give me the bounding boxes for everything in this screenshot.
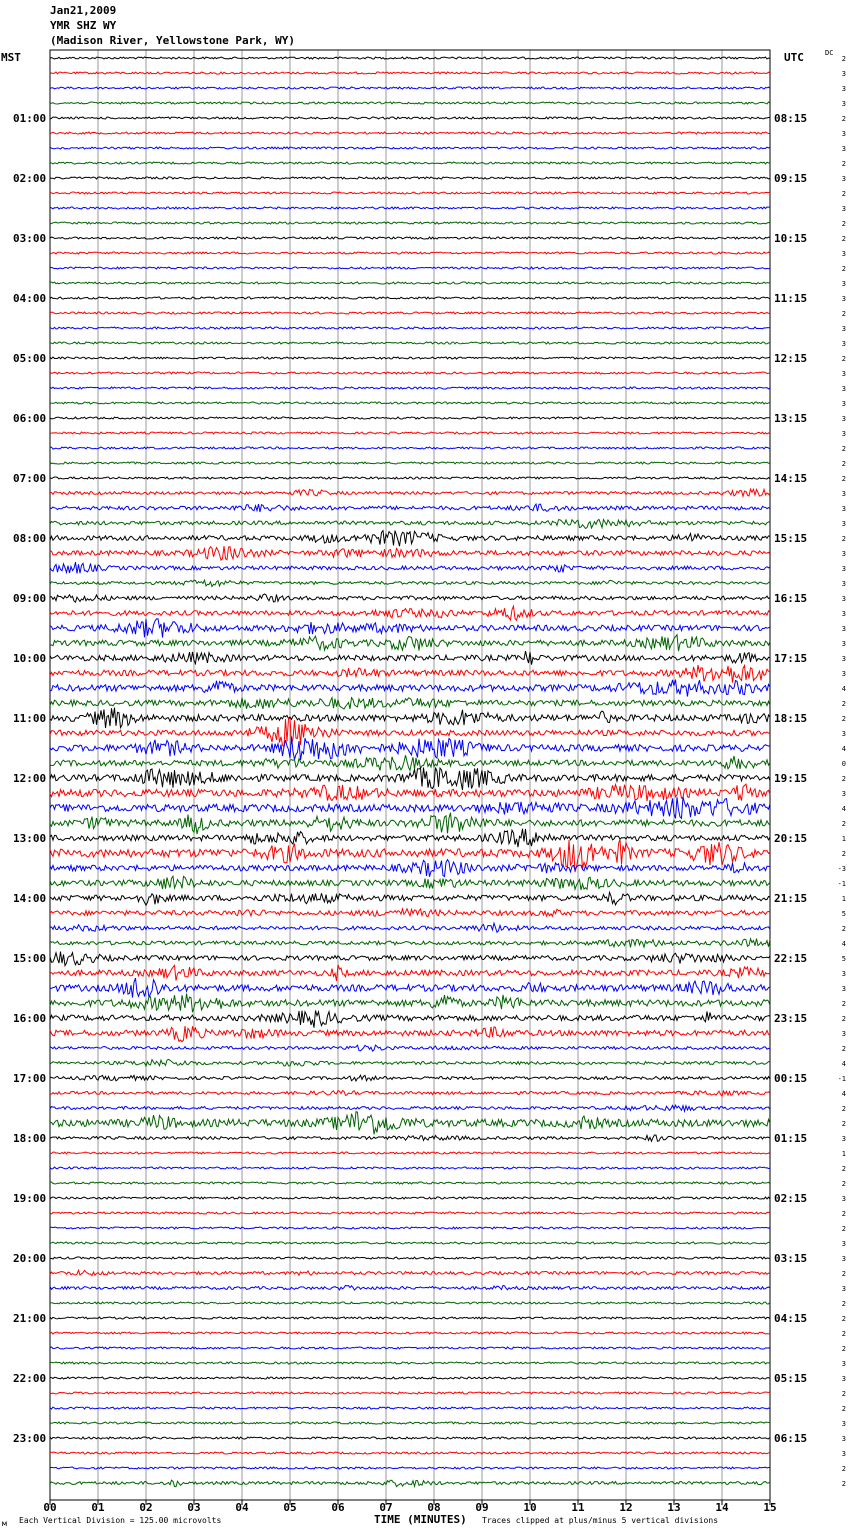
dc-offset-value: 2	[841, 820, 846, 828]
dc-offset-value: 2	[841, 220, 846, 228]
seismic-trace	[50, 72, 770, 74]
seismic-trace	[50, 719, 770, 748]
seismic-trace	[50, 1467, 770, 1469]
dc-offset-value: 2	[841, 535, 846, 543]
dc-offset-value: 2	[841, 1000, 846, 1008]
seismic-trace	[50, 252, 770, 254]
x-axis-title: TIME (MINUTES)	[374, 1513, 467, 1526]
seismic-trace	[50, 417, 770, 419]
seismic-trace	[50, 1257, 770, 1259]
dc-offset-value: 2	[841, 1300, 846, 1308]
dc-offset-value: 2	[841, 160, 846, 168]
seismic-trace	[50, 1135, 770, 1141]
right-hour-label: 06:15	[774, 1432, 808, 1445]
seismic-trace	[50, 432, 770, 434]
dc-offset-value: 3	[841, 100, 846, 108]
dc-offset-value: 3	[841, 1375, 846, 1383]
right-hour-label: 15:15	[774, 532, 808, 545]
x-tick-label: 11	[571, 1501, 585, 1514]
left-timezone-label: MST	[1, 51, 21, 64]
dc-offset-value: 2	[841, 475, 846, 483]
left-hour-label: 19:00	[13, 1192, 47, 1205]
x-tick-label: 12	[619, 1501, 633, 1514]
dc-offset-value: 3	[841, 1285, 846, 1293]
seismic-trace	[50, 1332, 770, 1334]
seismic-trace	[50, 1392, 770, 1394]
dc-offset-value: 4	[841, 1060, 846, 1068]
left-hour-label: 12:00	[13, 772, 47, 785]
x-tick-label: 14	[715, 1501, 729, 1514]
dc-offset-value: 2	[841, 1405, 846, 1413]
dc-offset-value: 3	[841, 175, 846, 183]
seismic-trace	[50, 1091, 770, 1097]
seismic-trace	[50, 994, 770, 1013]
seismic-trace	[50, 447, 770, 449]
x-tick-label: 03	[187, 1501, 201, 1514]
seismic-trace	[50, 147, 770, 149]
x-tick-label: 00	[43, 1501, 57, 1514]
x-tick-label: 13	[667, 1501, 681, 1514]
seismic-trace	[50, 829, 770, 847]
left-hour-label: 08:00	[13, 532, 47, 545]
seismic-trace	[50, 1347, 770, 1349]
dc-offset-value: 3	[841, 85, 846, 93]
dc-offset-value: 3	[841, 1450, 846, 1458]
seismic-trace	[50, 1242, 770, 1244]
dc-offset-value: 3	[841, 325, 846, 333]
right-hour-label: 22:15	[774, 952, 808, 965]
seismic-trace	[50, 519, 770, 528]
right-hour-label: 13:15	[774, 412, 808, 425]
seismic-trace	[50, 192, 770, 194]
dc-offset-value: 3	[841, 970, 846, 978]
dc-offset-value: 2	[841, 355, 846, 363]
seismic-trace	[50, 939, 770, 948]
left-hour-label: 03:00	[13, 232, 47, 245]
dc-offset-value: 2	[841, 190, 846, 198]
scale-mark: м	[2, 1519, 7, 1528]
seismic-trace	[50, 892, 770, 905]
dc-offset-value: 3	[841, 655, 846, 663]
seismic-trace	[50, 1285, 770, 1290]
seismic-trace	[50, 237, 770, 239]
dc-offset-value: 3	[841, 1030, 846, 1038]
seismic-trace	[50, 1480, 770, 1487]
right-hour-label: 04:15	[774, 1312, 808, 1325]
dc-offset-value: 3	[841, 370, 846, 378]
dc-offset-value: 2	[841, 310, 846, 318]
seismic-trace	[50, 1377, 770, 1379]
dc-offset-value: 2	[841, 460, 846, 468]
dc-offset-value: 2	[841, 1105, 846, 1113]
record-date: Jan21,2009	[50, 4, 117, 17]
left-hour-label: 21:00	[13, 1312, 47, 1325]
dc-offset-value: 3	[841, 130, 846, 138]
left-hour-label: 11:00	[13, 712, 47, 725]
seismic-trace	[50, 87, 770, 89]
dc-offset-value: 1	[841, 1150, 846, 1158]
seismic-trace	[50, 462, 770, 464]
seismic-trace	[50, 312, 770, 314]
dc-offset-value: 3	[841, 550, 846, 558]
dc-offset-value: 2	[841, 265, 846, 273]
dc-offset-value: 2	[841, 1330, 846, 1338]
seismic-trace	[50, 665, 770, 683]
dc-offset-value: 2	[841, 1120, 846, 1128]
right-hour-label: 10:15	[774, 232, 808, 245]
seismic-trace	[50, 207, 770, 209]
seismic-trace	[50, 267, 770, 269]
seismic-trace	[50, 372, 770, 374]
left-hour-label: 01:00	[13, 112, 47, 125]
seismic-trace	[50, 117, 770, 119]
left-hour-label: 10:00	[13, 652, 47, 665]
seismic-trace	[50, 387, 770, 389]
left-hour-label: 23:00	[13, 1432, 47, 1445]
seismic-trace	[50, 282, 770, 284]
dc-offset-value: 3	[841, 640, 846, 648]
seismic-trace	[50, 737, 770, 761]
dc-offset-value: 3	[841, 565, 846, 573]
dc-offset-value: 2	[841, 850, 846, 858]
x-tick-label: 05	[283, 1501, 297, 1514]
seismic-trace	[50, 57, 770, 59]
dc-offset-value: 3	[841, 70, 846, 78]
left-hour-label: 13:00	[13, 832, 47, 845]
seismic-trace	[50, 965, 770, 981]
left-hour-label: 22:00	[13, 1372, 47, 1385]
dc-offset-value: 4	[841, 1090, 846, 1098]
dc-offset-value: 3	[841, 145, 846, 153]
x-tick-label: 08	[427, 1501, 441, 1514]
dc-offset-value: 3	[841, 595, 846, 603]
seismic-trace	[50, 1270, 770, 1275]
seismic-trace	[50, 651, 770, 665]
dc-offset-value: 2	[841, 1315, 846, 1323]
seismic-trace	[50, 708, 770, 728]
dc-offset-value: 3	[841, 385, 846, 393]
seismic-trace	[50, 1407, 770, 1409]
seismic-trace	[50, 1362, 770, 1364]
dc-offset-value: 5	[841, 955, 846, 963]
dc-offset-value: 3	[841, 430, 846, 438]
dc-offset-value: 2	[841, 235, 846, 243]
right-hour-label: 03:15	[774, 1252, 808, 1265]
seismic-trace	[50, 222, 770, 224]
seismic-trace	[50, 698, 770, 709]
dc-offset-value: -1	[837, 1075, 846, 1083]
dc-offset-value: -1	[837, 880, 846, 888]
right-hour-label: 05:15	[774, 1372, 808, 1385]
seismic-trace	[50, 1011, 770, 1028]
right-hour-label: 09:15	[774, 172, 808, 185]
seismic-trace	[50, 1422, 770, 1424]
dc-offset-value: 2	[841, 700, 846, 708]
dc-offset-value: 5	[841, 910, 846, 918]
seismic-trace	[50, 909, 770, 917]
dc-offset-value: 2	[841, 1165, 846, 1173]
dc-offset-value: 3	[841, 670, 846, 678]
right-timezone-label: UTC	[784, 51, 804, 64]
seismic-trace	[50, 1167, 770, 1169]
seismic-trace	[50, 755, 770, 770]
dc-offset-value: 3	[841, 625, 846, 633]
seismic-trace	[50, 813, 770, 834]
dc-offset-value: 3	[841, 1195, 846, 1203]
seismic-trace	[50, 531, 770, 547]
left-hour-label: 16:00	[13, 1012, 47, 1025]
x-tick-label: 04	[235, 1501, 249, 1514]
dc-offset-value: 3	[841, 1435, 846, 1443]
right-hour-label: 11:15	[774, 292, 808, 305]
dc-offset-value: 2	[841, 1015, 846, 1023]
left-hour-label: 17:00	[13, 1072, 47, 1085]
seismic-trace	[50, 784, 770, 801]
right-hour-label: 18:15	[774, 712, 808, 725]
seismic-trace	[50, 580, 770, 586]
dc-offset-value: 3	[841, 985, 846, 993]
dc-offset-value: 2	[841, 1045, 846, 1053]
dc-offset-value: 4	[841, 940, 846, 948]
dc-offset-value: 3	[841, 790, 846, 798]
seismic-trace	[50, 923, 770, 932]
dc-offset-value: 3	[841, 205, 846, 213]
dc-offset-header: DC	[825, 49, 834, 57]
x-tick-label: 06	[331, 1501, 345, 1514]
dc-offset-value: 1	[841, 835, 846, 843]
left-hour-label: 20:00	[13, 1252, 47, 1265]
right-hour-label: 12:15	[774, 352, 808, 365]
seismic-trace	[50, 1437, 770, 1439]
seismic-trace	[50, 297, 770, 299]
dc-offset-value: 3	[841, 1420, 846, 1428]
right-hour-label: 16:15	[774, 592, 808, 605]
right-hour-label: 17:15	[774, 652, 808, 665]
dc-offset-value: 2	[841, 1390, 846, 1398]
seismic-trace	[50, 357, 770, 359]
dc-offset-value: 2	[841, 55, 846, 63]
station-location: (Madison River, Yellowstone Park, WY)	[50, 34, 296, 47]
right-hour-label: 08:15	[774, 112, 808, 125]
seismic-trace	[50, 1112, 770, 1135]
seismic-trace	[50, 1197, 770, 1199]
x-tick-label: 09	[475, 1501, 489, 1514]
seismic-trace	[50, 876, 770, 890]
x-tick-label: 02	[139, 1501, 153, 1514]
dc-offset-value: 2	[841, 715, 846, 723]
dc-offset-value: 3	[841, 340, 846, 348]
right-hour-label: 21:15	[774, 892, 808, 905]
x-tick-label: 01	[91, 1501, 105, 1514]
left-hour-label: 09:00	[13, 592, 47, 605]
x-tick-label: 15	[763, 1501, 777, 1514]
dc-offset-value: 4	[841, 805, 846, 813]
x-tick-label: 10	[523, 1501, 537, 1514]
seismic-trace	[50, 489, 770, 496]
seismic-trace	[50, 102, 770, 104]
dc-offset-value: 2	[841, 115, 846, 123]
dc-offset-value: 3	[841, 1135, 846, 1143]
seismic-trace	[50, 402, 770, 404]
vertical-scale-note: Each Vertical Division = 125.00 microvolts	[19, 1516, 222, 1525]
dc-offset-value: 2	[841, 1210, 846, 1218]
dc-offset-value: 3	[841, 505, 846, 513]
seismic-trace	[50, 477, 770, 479]
dc-offset-value: 4	[841, 685, 846, 693]
left-hour-label: 06:00	[13, 412, 47, 425]
dc-offset-value: 3	[841, 415, 846, 423]
seismic-trace	[50, 327, 770, 329]
seismic-trace	[50, 1026, 770, 1042]
seismic-trace	[50, 162, 770, 164]
dc-offset-value: 2	[841, 1345, 846, 1353]
seismic-trace	[50, 546, 770, 560]
seismic-trace	[50, 132, 770, 134]
seismic-trace	[50, 1105, 770, 1111]
dc-offset-value: 3	[841, 250, 846, 258]
dc-offset-value: 3	[841, 400, 846, 408]
left-hour-label: 02:00	[13, 172, 47, 185]
dc-offset-value: 0	[841, 760, 846, 768]
seismic-trace	[50, 797, 770, 819]
seismic-trace	[50, 860, 770, 877]
seismic-trace	[50, 619, 770, 638]
dc-offset-value: 2	[841, 1465, 846, 1473]
seismic-trace	[50, 342, 770, 344]
seismic-trace	[50, 1302, 770, 1304]
dc-offset-value: 2	[841, 775, 846, 783]
dc-offset-value: 2	[841, 1480, 846, 1488]
seismic-trace	[50, 1075, 770, 1081]
dc-offset-value: 4	[841, 745, 846, 753]
seismic-trace	[50, 562, 770, 573]
right-hour-label: 19:15	[774, 772, 808, 785]
right-hour-label: 20:15	[774, 832, 808, 845]
seismic-trace	[50, 1152, 770, 1154]
right-hour-label: 14:15	[774, 472, 808, 485]
right-hour-label: 01:15	[774, 1132, 808, 1145]
left-hour-label: 18:00	[13, 1132, 47, 1145]
dc-offset-value: 3	[841, 280, 846, 288]
seismic-trace	[50, 177, 770, 179]
x-tick-label: 07	[379, 1501, 393, 1514]
seismic-trace	[50, 978, 770, 998]
seismic-trace	[50, 504, 770, 512]
dc-offset-value: 3	[841, 490, 846, 498]
dc-offset-value: 2	[841, 445, 846, 453]
clip-note: Traces clipped at plus/minus 5 vertical divisions	[482, 1516, 719, 1525]
dc-offset-value: 3	[841, 295, 846, 303]
dc-offset-value: 3	[841, 1255, 846, 1263]
seismic-trace	[50, 635, 770, 651]
dc-offset-value: 1	[841, 895, 846, 903]
seismic-trace	[50, 1452, 770, 1454]
seismic-trace	[50, 952, 770, 966]
left-hour-label: 07:00	[13, 472, 47, 485]
seismic-trace	[50, 680, 770, 697]
dc-offset-value: 3	[841, 580, 846, 588]
seismic-trace	[50, 1212, 770, 1214]
dc-offset-value: 2	[841, 1225, 846, 1233]
dc-offset-value: 3	[841, 610, 846, 618]
seismic-trace	[50, 606, 770, 620]
seismic-trace	[50, 1045, 770, 1051]
dc-offset-value: 2	[841, 925, 846, 933]
left-hour-label: 04:00	[13, 292, 47, 305]
dc-offset-value: 2	[841, 1270, 846, 1278]
seismic-trace	[50, 1317, 770, 1319]
left-hour-label: 05:00	[13, 352, 47, 365]
seismic-trace	[50, 1227, 770, 1229]
dc-offset-value: -3	[837, 865, 846, 873]
dc-offset-value: 3	[841, 1360, 846, 1368]
dc-offset-value: 2	[841, 1180, 846, 1188]
dc-offset-value: 3	[841, 730, 846, 738]
right-hour-label: 02:15	[774, 1192, 808, 1205]
left-hour-label: 15:00	[13, 952, 47, 965]
seismic-trace	[50, 1059, 770, 1066]
station-code: YMR SHZ WY	[50, 19, 117, 32]
dc-offset-value: 3	[841, 520, 846, 528]
dc-offset-value: 3	[841, 1240, 846, 1248]
seismic-trace	[50, 1182, 770, 1184]
right-hour-label: 00:15	[774, 1072, 808, 1085]
left-hour-label: 14:00	[13, 892, 47, 905]
seismic-trace	[50, 594, 770, 602]
right-hour-label: 23:15	[774, 1012, 808, 1025]
